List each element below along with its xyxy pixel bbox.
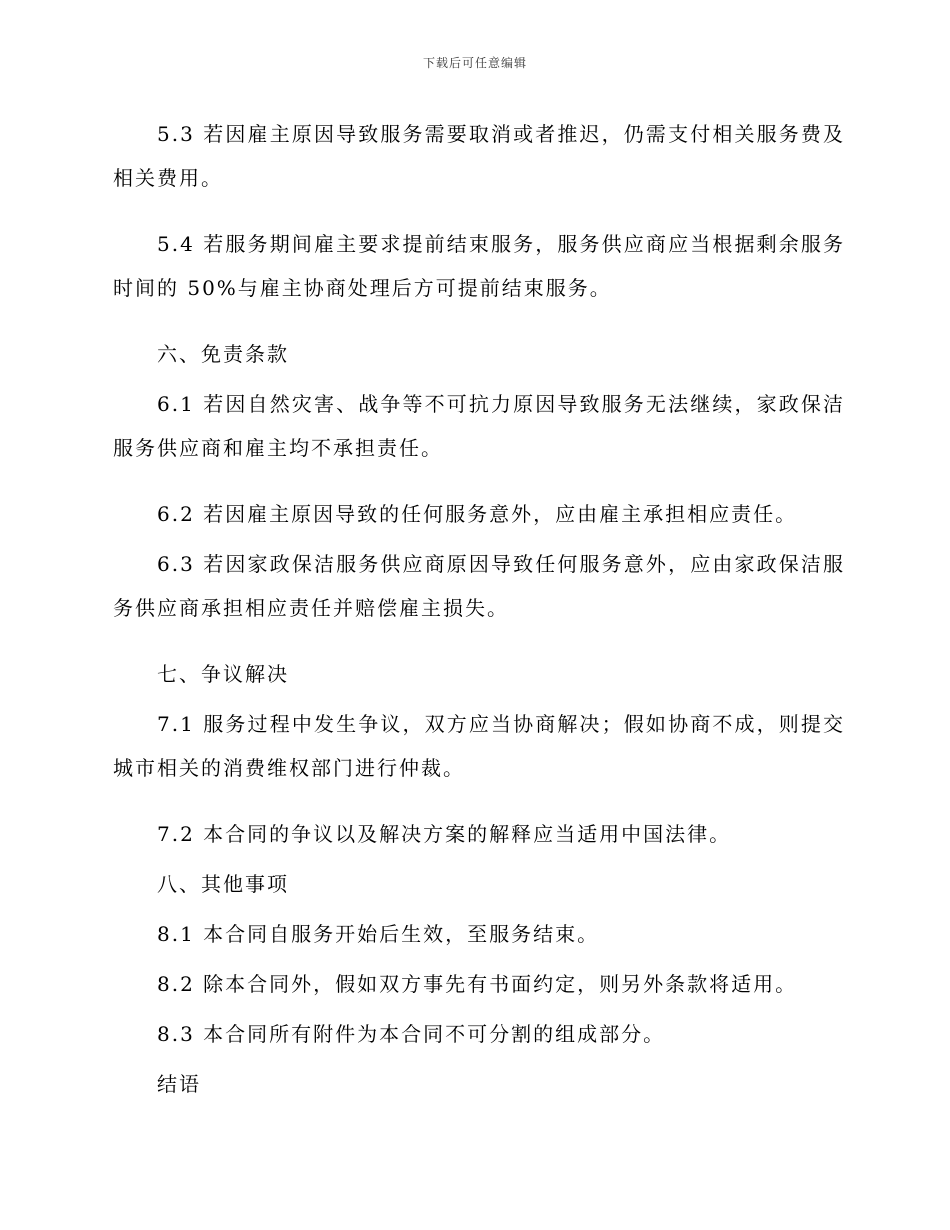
section-heading-7: 七、争议解决 <box>157 662 289 686</box>
clause-7-1: 7.1 服务过程中发生争议，双方应当协商解决；假如协商不成，则提交城市相关的消费维权部门进行仲裁。 <box>113 712 845 780</box>
clause-8-1: 8.1 本合同自服务开始后生效，至服务结束。 <box>157 922 600 946</box>
clause-6-2: 6.2 若因雇主原因导致的任何服务意外，应由雇主承担相应责任。 <box>157 502 798 526</box>
clause-6-3: 6.3 若因家政保洁服务供应商原因导致任何服务意外，应由家政保洁服务供应商承担相应责任并赔偿雇主损失。 <box>113 552 845 620</box>
clause-7-2: 7.2 本合同的争议以及解决方案的解释应当适用中国法律。 <box>157 822 732 846</box>
clause-5-4: 5.4 若服务期间雇主要求提前结束服务，服务供应商应当根据剩余服务时间的 50%与雇主协商处理后方可提前结束服务。 <box>113 232 845 300</box>
clause-8-2: 8.2 除本合同外，假如双方事先有书面约定，则另外条款将适用。 <box>157 972 798 996</box>
section-heading-8: 八、其他事项 <box>157 872 289 896</box>
section-heading-6: 六、免责条款 <box>157 342 289 366</box>
closing-heading: 结语 <box>157 1072 201 1096</box>
page-header-note: 下载后可任意编辑 <box>422 56 527 70</box>
document-body <box>113 112 845 1112</box>
clause-8-3: 8.3 本合同所有附件为本合同不可分割的组成部分。 <box>157 1022 666 1046</box>
clause-5-3: 5.3 若因雇主原因导致服务需要取消或者推迟，仍需支付相关服务费及相关费用。 <box>113 122 845 190</box>
clause-6-1: 6.1 若因自然灾害、战争等不可抗力原因导致服务无法继续，家政保洁服务供应商和雇主均不承担责任。 <box>113 392 845 460</box>
